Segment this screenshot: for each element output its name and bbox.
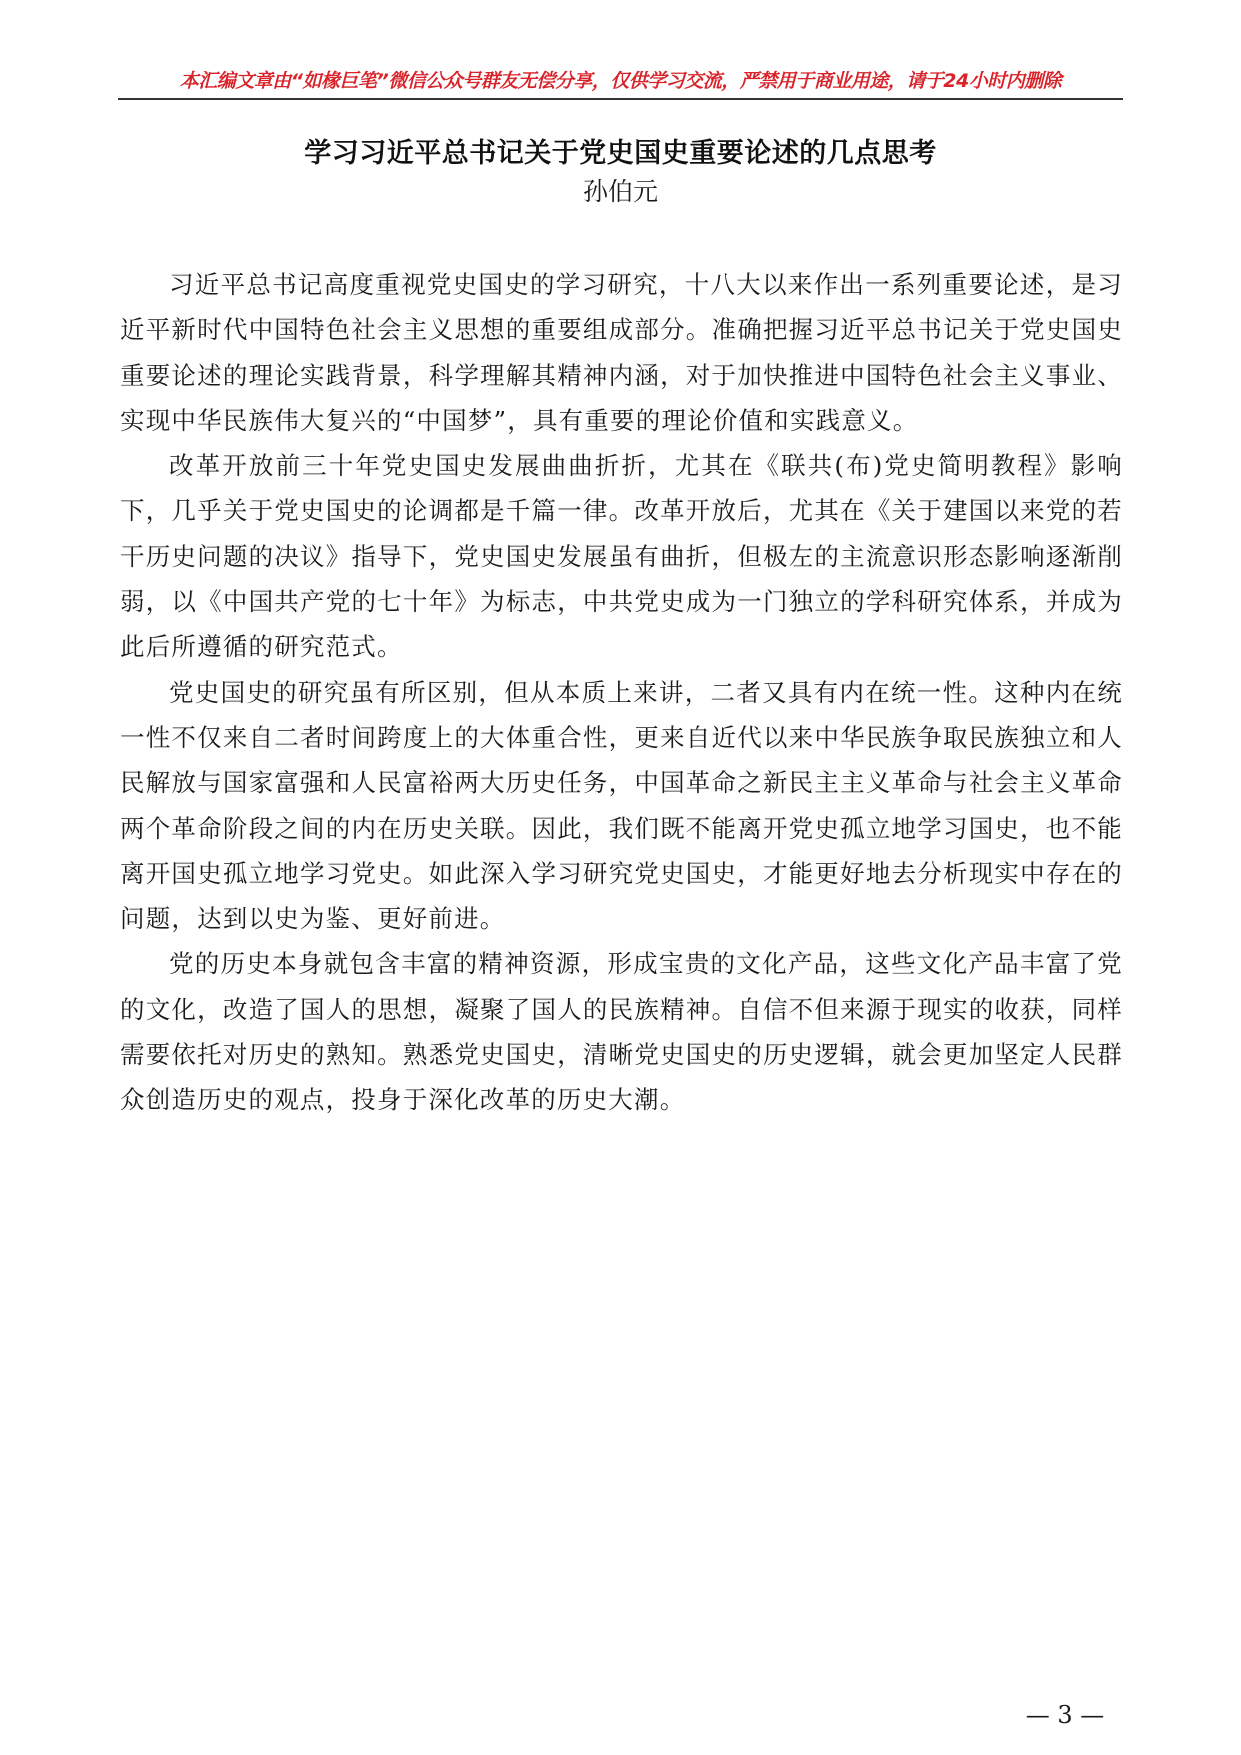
article-title: 学习习近平总书记关于党史国史重要论述的几点思考: [304, 138, 937, 169]
paragraph-1: 习近平总书记高度重视党史国史的学习研究，十八大以来作出一系列重要论述，是习近平新时代中国特色社会主义思想的重要组成部分。准确把握习近平总书记关于党史国史重要论述的理论实践背景，科学理解其精神内涵，对于加快推进中国特色社会主义事业、实现中华民族伟大复兴的“中国梦”，具有重要的理论价值和实践意义。: [120, 270, 1123, 435]
page-number: — 3 —: [1025, 1701, 1105, 1729]
article-author: 孙伯元: [582, 177, 658, 206]
paragraph-2: 改革开放前三十年党史国史发展曲曲折折，尤其在《联共(布)党史简明教程》影响下，几乎关于党史国史的论调都是千篇一律。改革开放后，尤其在《关于建国以来党的若干历史问题的决议》指导下，党史国史发展虽有曲折，但极左的主流意识形态影响逐渐削弱，以《中国共产党的七十年》为标志，中共党史成为一门独立的学科研究体系，并成为此后所遵循的研究范式。: [120, 451, 1123, 662]
header-divider: [118, 98, 1123, 100]
article-body: [120, 262, 1123, 1123]
paragraph-4: 党的历史本身就包含丰富的精神资源，形成宝贵的文化产品，这些文化产品丰富了党的文化，改造了国人的思想，凝聚了国人的民族精神。自信不但来源于现实的收获，同样需要依托对历史的熟知。熟悉党史国史，清晰党史国史的历史逻辑，就会更加坚定人民群众创造历史的观点，投身于深化改革的历史大潮。: [120, 949, 1123, 1115]
header-banner: 本汇编文章由“如椽巨笔”微信公众号群友无偿分享，仅供学习交流，严禁用于商业用途，请于24小时内删除: [179, 70, 1062, 92]
paragraph-3: 党史国史的研究虽有所区别，但从本质上来讲，二者又具有内在统一性。这种内在统一性不仅来自二者时间跨度上的大体重合性，更来自近代以来中华民族争取民族独立和人民解放与国家富强和人民富裕两大历史任务，中国革命之新民主主义革命与社会主义革命两个革命阶段之间的内在历史关联。因此，我们既不能离开党史孤立地学习国史，也不能离开国史孤立地学习党史。如此深入学习研究党史国史，才能更好地去分析现实中存在的问题，达到以史为鉴、更好前进。: [120, 677, 1123, 934]
